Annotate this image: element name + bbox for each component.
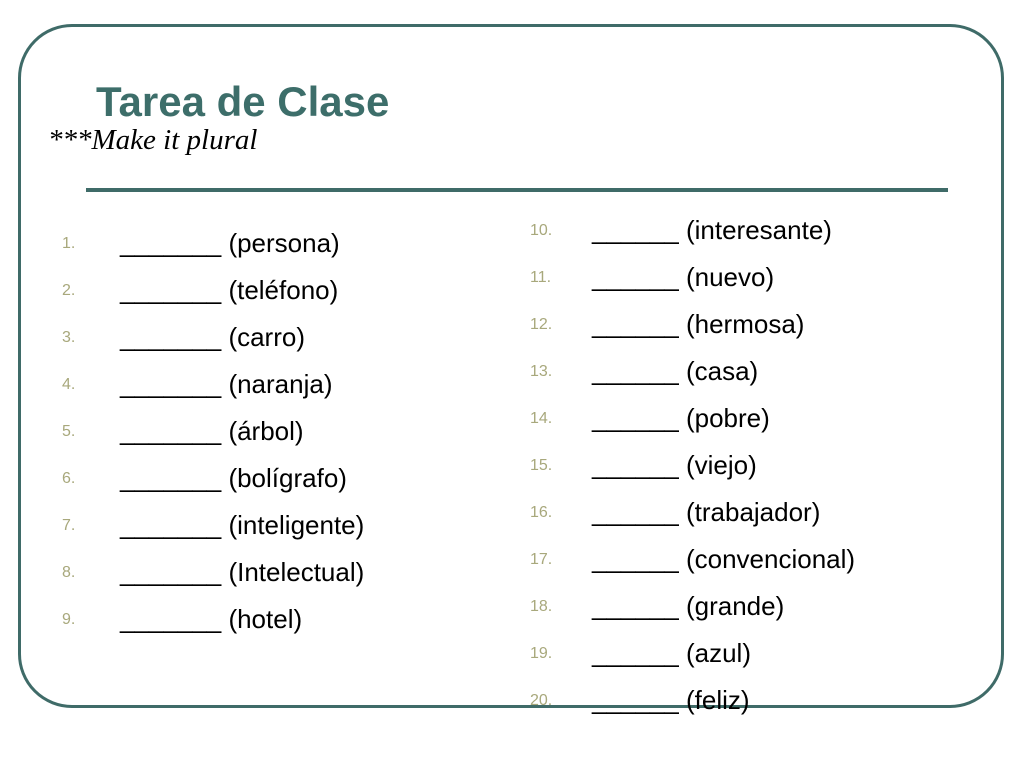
item-number: 6. <box>62 470 76 487</box>
item-number: 16. <box>530 504 553 521</box>
page-title: Tarea de Clase <box>96 78 390 125</box>
item-text: ______ (casa) <box>592 356 759 386</box>
item-text: ______ (feliz) <box>592 685 750 715</box>
item-number: 10. <box>530 222 553 239</box>
item-number: 20. <box>530 692 553 709</box>
item-text: _______ (hotel) <box>120 604 303 634</box>
item-text: ______ (convencional) <box>592 544 856 574</box>
item-number: 3. <box>62 329 76 346</box>
item-text: _______ (Intelectual) <box>120 557 365 587</box>
item-text: ______ (interesante) <box>592 215 832 245</box>
item-text: ______ (hermosa) <box>592 309 805 339</box>
item-text: ______ (pobre) <box>592 403 770 433</box>
item-number: 11. <box>530 269 552 286</box>
item-text: _______ (persona) <box>120 228 340 258</box>
item-text: ______ (grande) <box>592 591 785 621</box>
item-number: 15. <box>530 457 553 474</box>
item-number: 2. <box>62 282 76 299</box>
item-text: _______ (bolígrafo) <box>120 463 347 493</box>
title-divider <box>86 188 948 192</box>
item-text: _______ (teléfono) <box>120 275 339 305</box>
item-text: _______ (inteligente) <box>120 510 365 540</box>
item-text: _______ (naranja) <box>120 369 333 399</box>
item-number: 18. <box>530 598 553 615</box>
instruction-subtitle: ***Make it plural <box>48 124 258 156</box>
item-number: 7. <box>62 517 76 534</box>
item-number: 12. <box>530 316 553 333</box>
item-number: 17. <box>530 551 553 568</box>
item-number: 13. <box>530 363 553 380</box>
item-text: _______ (carro) <box>120 322 305 352</box>
item-text: ______ (viejo) <box>592 450 757 480</box>
item-text: ______ (trabajador) <box>592 497 821 527</box>
item-text: ______ (azul) <box>592 638 751 668</box>
item-number: 1. <box>62 235 76 252</box>
item-number: 19. <box>530 645 553 662</box>
item-number: 9. <box>62 611 76 628</box>
item-number: 14. <box>530 410 553 427</box>
item-text: _______ (árbol) <box>120 416 304 446</box>
item-number: 8. <box>62 564 76 581</box>
item-number: 4. <box>62 376 76 393</box>
item-number: 5. <box>62 423 76 440</box>
item-text: ______ (nuevo) <box>592 262 775 292</box>
